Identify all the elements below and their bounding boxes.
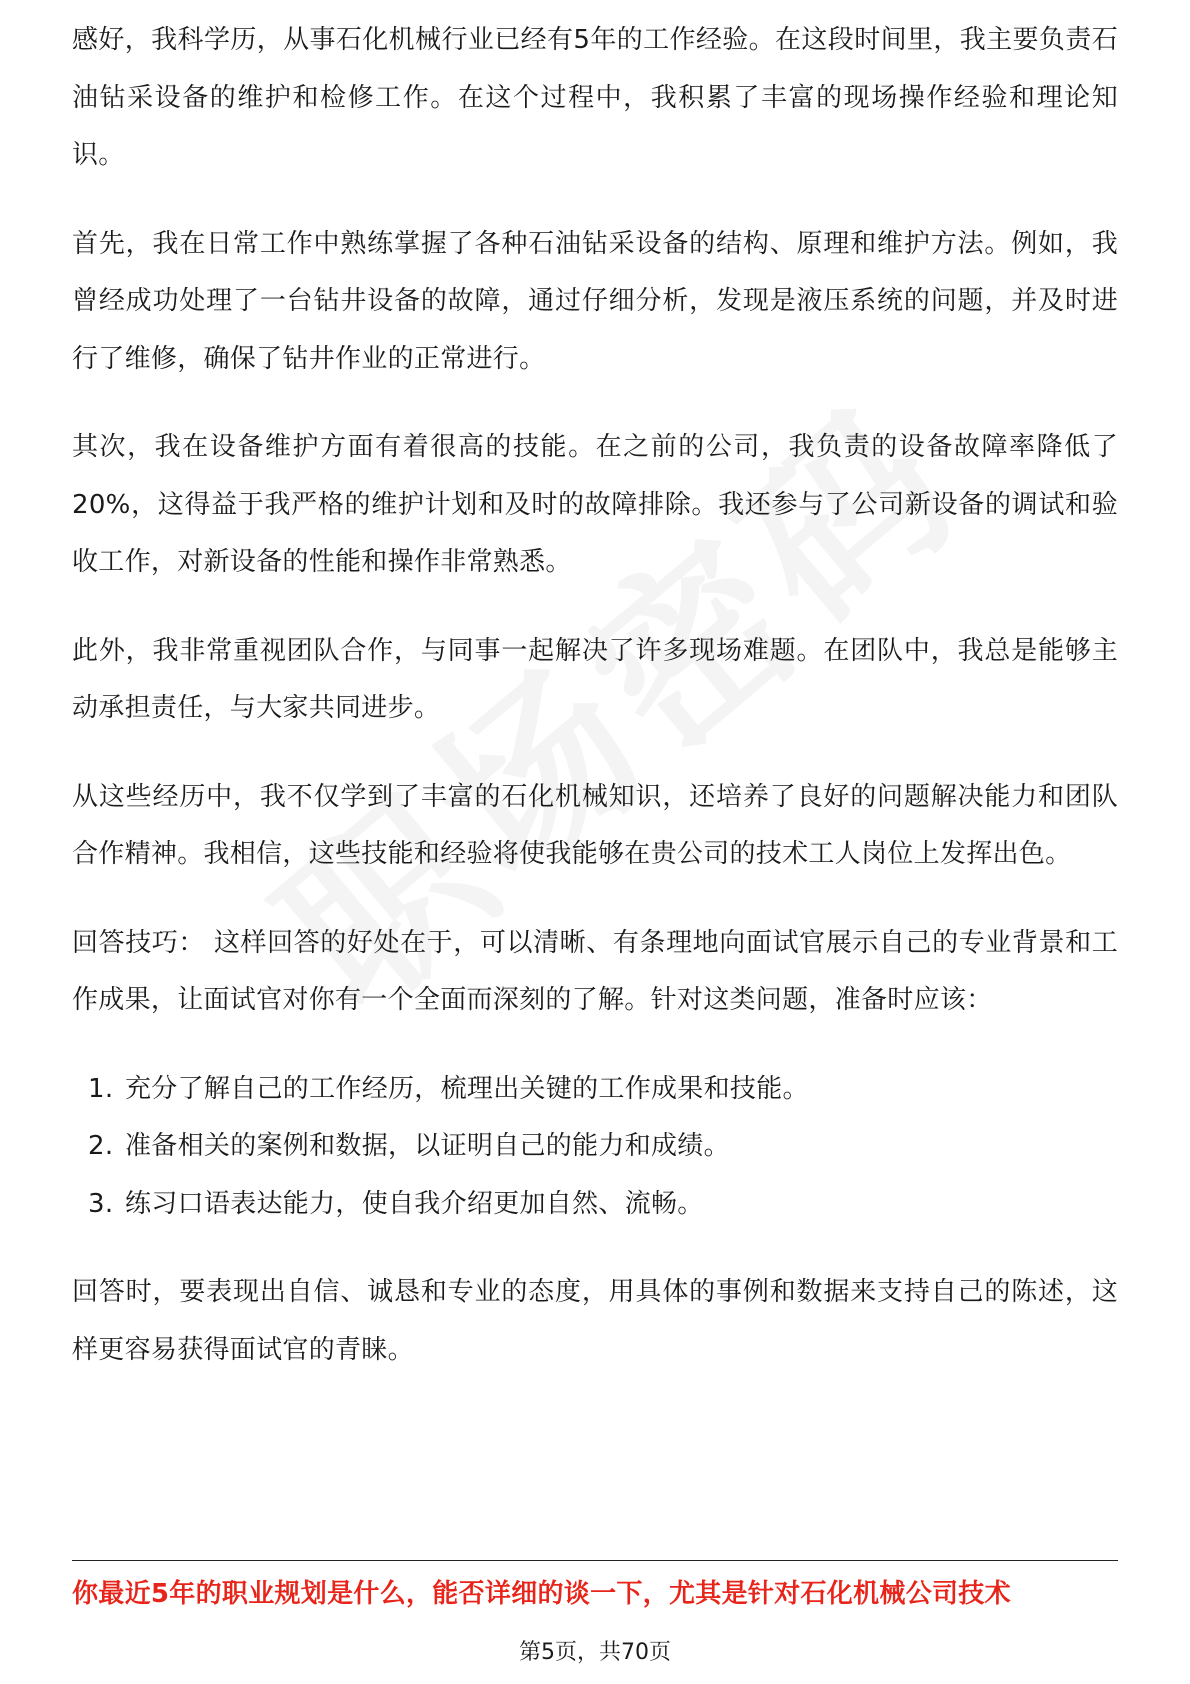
tips-list-text: 准备相关的案例和数据，以证明自己的能力和成绩。 <box>125 1131 730 1161</box>
tips-list-item <box>72 1118 1118 1176</box>
answer-paragraph-first: 首先，我在日常工作中熟练掌握了各种石油钻采设备的结构、原理和维护方法。例如，我曾经成功处理了一台钻井设备的故障，通过仔细分析，发现是液压系统的问题，并及时进行了维修，确保了钻井作业的正常进行。 <box>72 228 1118 374</box>
tips-list-item <box>72 1061 1118 1119</box>
tips-list-number: 2. <box>88 1131 114 1161</box>
answer-body <box>72 22 1118 1410</box>
tips-list-text: 充分了解自己的工作经历，梳理出关键的工作成果和技能。 <box>125 1073 809 1104</box>
tips-list-item <box>72 1176 1118 1234</box>
page-number: 第5页，共70页 <box>519 1640 671 1665</box>
answer-paragraph-second: 其次，我在设备维护方面有着很高的技能。在之前的公司，我负责的设备故障率降低了20%，这得益于我严格的维护计划和及时的故障排除。我还参与了公司新设备的调试和验收工作，对新设备的性能和操作非常熟悉。 <box>72 432 1118 577</box>
section-divider <box>72 1560 1118 1561</box>
answer-tips-intro: 回答技巧： 这样回答的好处在于，可以清晰、有条理地向面试官展示自己的专业背景和工作成果，让面试官对你有一个全面而深刻的了解。针对这类问题，准备时应该： <box>72 927 1118 1015</box>
tips-list <box>72 1061 1118 1234</box>
answer-paragraph-third: 此外，我非常重视团队合作，与同事一起解决了许多现场难题。在团队中，我总是能够主动承担责任，与大家共同进步。 <box>72 635 1118 723</box>
next-question-heading: 你最近5年的职业规划是什么，能否详细的谈一下，尤其是针对石化机械公司技术 <box>72 1579 1011 1609</box>
tips-list-number: 3. <box>88 1188 114 1219</box>
answer-paragraph-intro: 感好，我科学历，从事石化机械行业已经有5年的工作经验。在这段时间里，我主要负责石油钻采设备的维护和检修工作。在这个过程中，我积累了丰富的现场操作经验和理论知识。 <box>72 25 1118 170</box>
tips-list-text: 练习口语表达能力，使自我介绍更加自然、流畅。 <box>125 1188 704 1219</box>
tips-list-number: 1. <box>88 1073 114 1104</box>
answer-paragraph-summary: 从这些经历中，我不仅学到了丰富的石化机械知识，还培养了良好的问题解决能力和团队合作精神。我相信，这些技能和经验将使我能够在贵公司的技术工人岗位上发挥出色。 <box>72 781 1118 869</box>
answer-closing-paragraph: 回答时，要表现出自信、诚恳和专业的态度，用具体的事例和数据来支持自己的陈述，这样更容易获得面试官的青睐。 <box>72 1277 1118 1365</box>
